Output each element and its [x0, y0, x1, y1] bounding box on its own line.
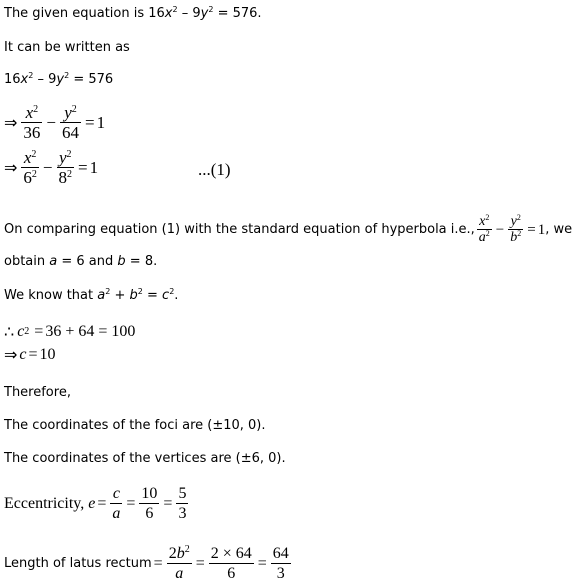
- latus-rectum-equation: Length of latus rectum = $\frac{2b^2}{a}$ = $\frac{2 \times 64}{6}$ = $\frac{64}{3}$: [4, 544, 289, 582]
- fraction-y-over-64: $\frac{y^2}{64}$: [62, 103, 79, 142]
- implies-symbol: ⇒: [4, 158, 18, 177]
- written-as-line: It can be written as: [4, 40, 130, 55]
- we-know-line: We know that $a^2 + b^2 = c^2$.: [4, 287, 179, 303]
- step1-equation: ⇒ $\frac{x^2}{36}$ − $\frac{y^2}{64}$ = 1: [4, 103, 106, 142]
- c-value-equation: ⇒ c = 10: [4, 345, 56, 364]
- therefore-symbol: ∴: [4, 324, 15, 341]
- fraction-y-over-8sq: $\frac{y^2}{8^2}$: [58, 148, 72, 187]
- standard-hyperbola-equation: $\frac{x^2}{a^2}$ − $\frac{y^2}{b^2}$ = 1: [478, 213, 546, 245]
- fraction-x-over-36: $\frac{x^2}{36}$: [23, 103, 41, 142]
- given-equation-line: The given equation is $16x^2 - 9y^2 = 576$.: [4, 5, 262, 21]
- eccentricity-equation: Eccentricity, e = $\frac{c}{a}$ = $\frac{10}{6}$ = $\frac{5}{3}$: [4, 485, 187, 522]
- therefore-line: Therefore,: [4, 385, 71, 400]
- equation-label-1: ...(1): [198, 160, 231, 179]
- vertices-line: The coordinates of the vertices are (±6, 0).: [4, 451, 286, 466]
- foci-line: The coordinates of the foci are (±10, 0).: [4, 418, 266, 433]
- rewritten-equation-line: $16x^2 - 9y^2 = 576$: [4, 71, 114, 87]
- implies-symbol: ⇒: [4, 345, 18, 364]
- fraction-x-over-6sq: $\frac{x^2}{6^2}$: [23, 148, 37, 187]
- c-squared-equation: ∴ c 2 = 36 + 64 = 100: [4, 323, 136, 341]
- implies-symbol: ⇒: [4, 113, 18, 132]
- step2-equation: ⇒ $\frac{x^2}{6^2}$ − $\frac{y^2}{8^2}$ = 1: [4, 148, 99, 187]
- comparing-line: On comparing equation (1) with the standard equation of hyperbola i.e., $\frac{x^2}{a^2}$ − $\frac{y^2}{b^2}$ = 1 , we: [4, 213, 572, 245]
- obtain-line: obtain a = 6 and b = 8.: [4, 254, 158, 269]
